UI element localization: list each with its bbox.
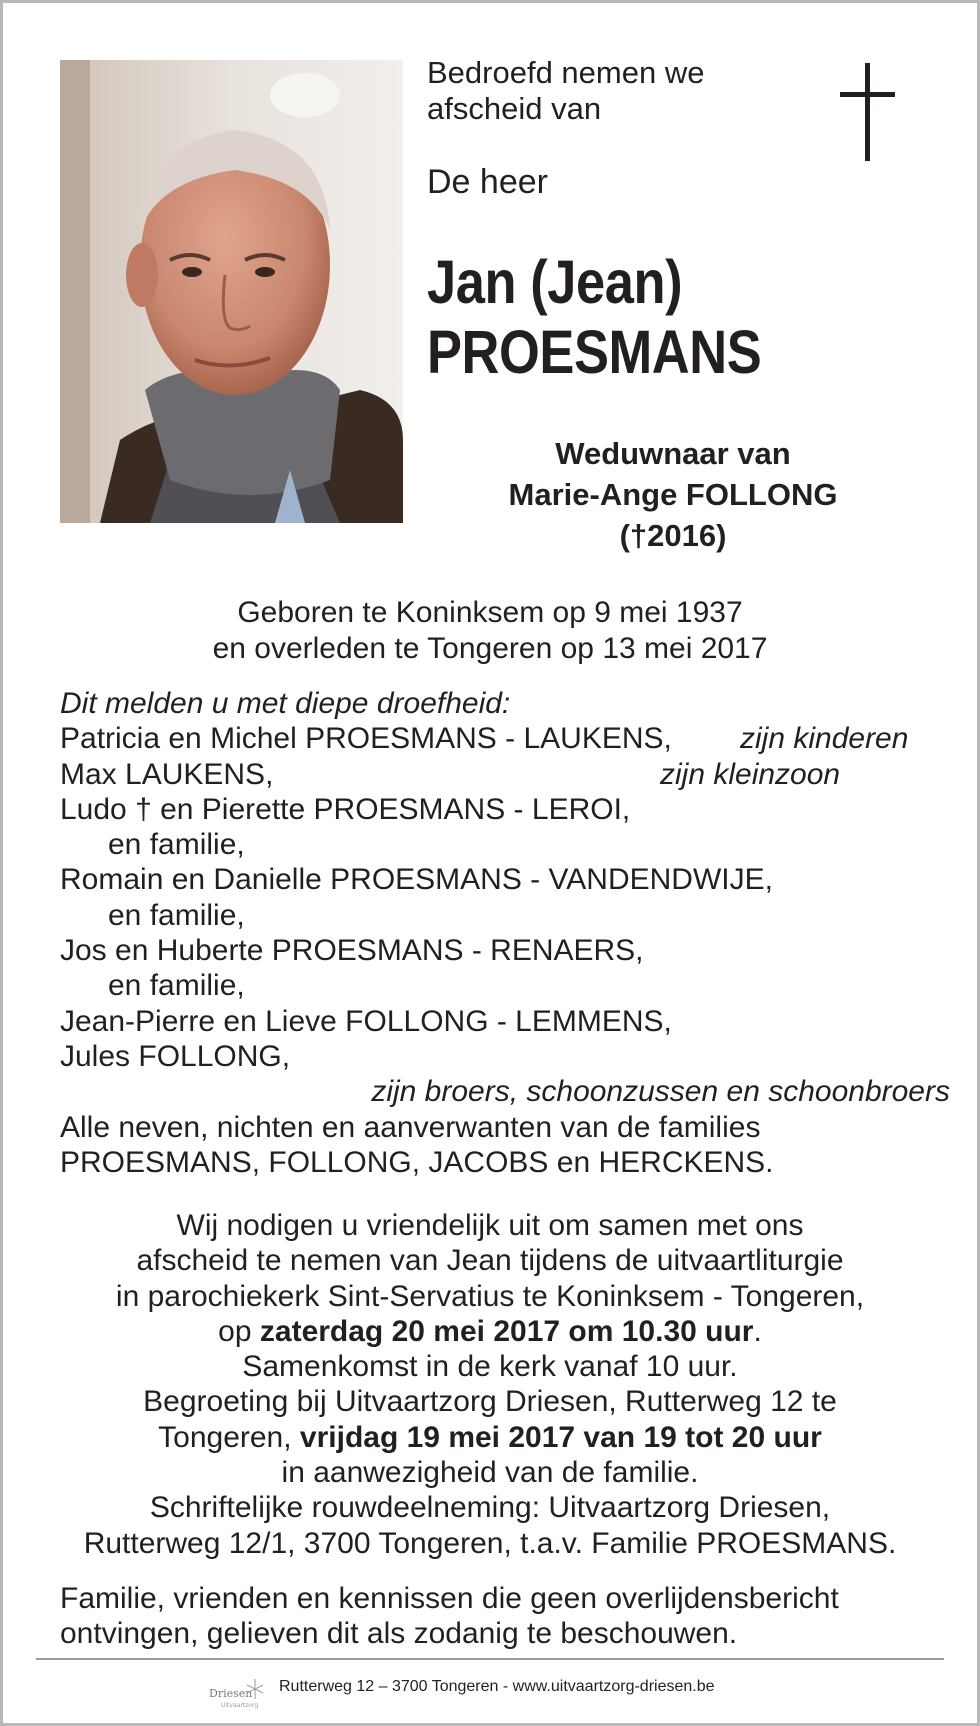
portrait-photo	[60, 60, 403, 523]
family-role: zijn broers, schoonzussen en schoonbroers	[371, 1075, 950, 1109]
family-role: zijn kinderen	[740, 722, 909, 756]
family-row: Patricia en Michel PROESMANS - LAUKENS, zijn kinderen	[60, 722, 909, 756]
svg-text:Driesen: Driesen	[209, 1687, 253, 1700]
cross-icon	[865, 63, 870, 161]
family-row: Jules FOLLONG,	[60, 1039, 291, 1073]
closing-note: Familie, vrienden en kennissen die geen overlijdensbericht ontvingen, gelieven dit als zodanig te beschouwen.	[60, 1582, 839, 1650]
family-row: PROESMANS, FOLLONG, JACOBS en HERCKENS.	[60, 1145, 774, 1179]
family-heading: Dit melden u met diepe droefheid:	[60, 687, 511, 720]
family-row: Ludo † en Pierette PROESMANS - LEROI,	[60, 792, 631, 826]
footer-contact: Rutterweg 12 – 3700 Tongeren - www.uitvaartzorg-driesen.be	[279, 1678, 715, 1695]
spouse-line-1: Weduwnaar van	[555, 436, 791, 471]
family-list	[60, 686, 950, 1180]
family-row	[60, 1074, 950, 1109]
family-row: Max LAUKENS, zijn kleinzoon	[60, 757, 841, 791]
death-date: en overleden te Tongeren op 13 mei 2017	[212, 632, 768, 665]
funeral-datetime: op zaterdag 20 mei 2017 om 10.30 uur.	[218, 1314, 762, 1348]
funeral-service-info: Wij nodigen u vriendelijk uit om samen met ons afscheid te nemen van Jean tijdens de uitvaartliturgie in parochiekerk Sint-Servatius te Koninksem - Tongeren, op zaterdag 20 mei 2017 om 10.30 uur. Samenkomst in de kerk vanaf 10 uur. Begroeting bij Uitvaartzorg Driesen, Rutterweg 12 te Tongeren, vrijdag 19 mei 2017 van 19 tot 20 uur in aanwezigheid van de familie. Schriftelijke rouwdeelneming: Uitvaartzorg Driesen, Rutterweg 12/1, 3700 Tongeren, t.a.v. Familie PROESMANS.	[33, 1208, 947, 1561]
intro-text	[427, 55, 704, 127]
deceased-name	[427, 247, 761, 387]
life-dates	[3, 595, 977, 667]
intro-line-1: Bedroefd nemen we	[427, 55, 705, 90]
deceased-surname: PROESMANS	[427, 318, 762, 386]
honorific: De heer	[427, 163, 548, 201]
family-role: zijn kleinzoon	[660, 757, 841, 791]
family-row: en familie,	[108, 828, 245, 862]
footer-divider	[36, 1658, 944, 1660]
spouse-death-year: (†2016)	[619, 518, 727, 553]
deceased-first-name: Jan (Jean)	[427, 248, 683, 316]
spouse-name: Marie-Ange FOLLONG	[508, 477, 838, 512]
visitation-datetime: Tongeren, vrijdag 19 mei 2017 van 19 tot 20 uur	[158, 1420, 822, 1454]
birth-date: Geboren te Koninksem op 9 mei 1937	[237, 596, 743, 629]
family-row: en familie,	[108, 898, 245, 932]
family-row: Romain en Danielle PROESMANS - VANDENDWIJE,	[60, 863, 773, 897]
spouse-info	[443, 433, 903, 556]
svg-text:Uitvaartzorg: Uitvaartzorg	[221, 1702, 259, 1709]
family-row: en familie,	[108, 969, 245, 1003]
intro-line-2: afscheid van	[427, 91, 602, 126]
family-row: Alle neven, nichten en aanverwanten van de families	[60, 1110, 761, 1144]
family-row: Jean-Pierre en Lieve FOLLONG - LEMMENS,	[60, 1004, 672, 1038]
funeral-home-logo	[207, 1675, 267, 1713]
family-row: Jos en Huberte PROESMANS - RENAERS,	[60, 934, 644, 968]
